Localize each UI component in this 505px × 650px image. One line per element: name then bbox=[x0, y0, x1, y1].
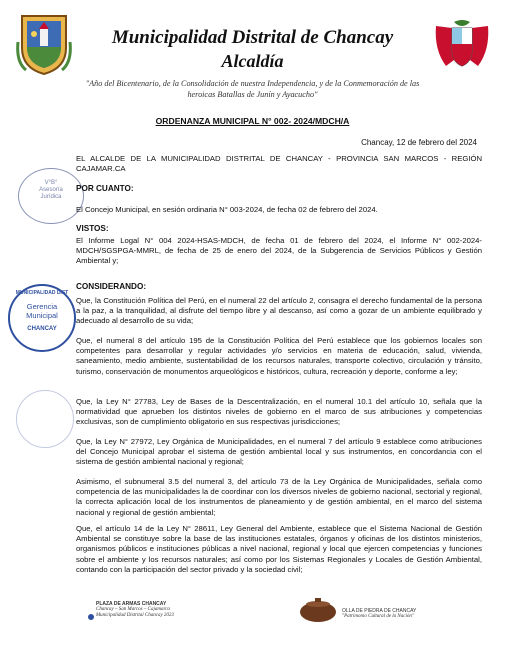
footer-left bbox=[96, 601, 236, 619]
footer-left-line-2: Municipalidad Distrital Chancay 2023 bbox=[96, 613, 174, 618]
municipality-title: Municipalidad Distrital de Chancay bbox=[111, 27, 394, 48]
considerando-5: Asimismo, el subnumeral 3.5 del numeral 3, del artículo 73 de la Ley Orgánica de Municipalidades, señala como competencia de las municipalidades la de coordinar con los diversos niveles de gobierno nacional, sectorial y regional, la correcta aplicación local de los instrumentos de planeamiento y de gestión ambiental, en el marco del sistema nacional y regional de gestión ambiental; bbox=[76, 477, 482, 517]
motto-line-1: "Año del Bicentenario, de la Consolidación de nuestra Independencia, y de la Conmemoración de las bbox=[85, 79, 420, 88]
footer-left-title: PLAZA DE ARMAS CHANCAY bbox=[96, 601, 167, 607]
footer-right-title: OLLA DE PIEDRA DE CHANCAY bbox=[342, 608, 417, 614]
footer-right-line-1: "Patrimonio Cultural de la Nación" bbox=[342, 614, 414, 619]
vistos-text: El Informe Logal N° 004 2024-HSAS-MDCH, de fecha 01 de febrero del 2024, el Informe N° 002-2024-MDCH/SGSPGA-MMRL, de fecha de 25 de enero del 2024, de la Subgerencia de Servicios Públicos y Gestión Ambiental y; bbox=[76, 236, 482, 266]
issuer-statement: EL ALCALDE DE LA MUNICIPALIDAD DISTRITAL DE CHANCAY - PROVINCIA SAN MARCOS - REGIÓN CAJAMAR.CA bbox=[76, 154, 482, 174]
location-pin-icon bbox=[88, 614, 94, 620]
considerando-3: Que, la Ley N° 27783, Ley de Bases de la Descentralización, en el numeral 10.1 del artículo 10, señala que la normatividad que aprueben los distintos niveles de gobierno en el marco de sus atribuciones y competencias exclusivas, son de cumplimiento obligatorio en sus respectivas jurisdicciones; bbox=[76, 397, 482, 427]
considerando-1: Que, la Constitución Política del Perú, en el numeral 22 del artículo 2, consagra el derecho fundamental de la persona a la paz, a la tranquilidad, al disfrute del tiempo libre y al descanso, así como a gozar de un ambiente equilibrado y adecuado al desarrollo de su vida; bbox=[76, 296, 482, 326]
seal2-bottom-text: CHANCAY bbox=[27, 326, 57, 332]
ordinance-title: ORDENANZA MUNICIPAL N° 002- 2024/MDCH/A bbox=[155, 116, 350, 126]
seal2-line-2: Municipal bbox=[26, 311, 58, 320]
considerando-4: Que, la Ley N° 27972, Ley Orgánica de Municipalidades, en el numeral 7 del artículo 9 establece como atribuciones del Concejo Municipal aprobar el sistema de gestión ambiental local y sus instrumentos, en concordancia con el sistema de gestión ambiental nacional y regional; bbox=[76, 437, 482, 467]
legal-advisory-seal bbox=[18, 168, 84, 224]
por-cuanto-text: El Concejo Municipal, en sesión ordinaria N° 003-2024, de fecha 02 de febrero del 2024. bbox=[76, 205, 378, 214]
year-motto bbox=[80, 78, 425, 100]
seal2-top-text: MUNICIPALIDAD DIST bbox=[15, 290, 69, 296]
vistos-heading: VISTOS: bbox=[76, 224, 109, 233]
municipal-management-seal bbox=[8, 284, 76, 352]
footer-right bbox=[342, 608, 472, 620]
seal1-line-3: Jurídica bbox=[40, 194, 62, 200]
seal1-line-1: V°B° bbox=[44, 180, 58, 186]
motto-line-2: heroicas Batallas de Junín y Ayacucho" bbox=[187, 90, 318, 99]
faint-seal-3 bbox=[16, 390, 74, 448]
por-cuanto-heading: POR CUANTO: bbox=[76, 184, 134, 193]
footer-left-line-1: Chancay – San Marcos – Cajamarca bbox=[96, 607, 170, 612]
office-title: Alcaldía bbox=[221, 51, 284, 71]
considerando-heading: CONSIDERANDO: bbox=[76, 282, 147, 291]
considerando-6: Que, el artículo 14 de la Ley N° 28611, Ley General del Ambiente, establece que el Sistema Nacional de Gestión Ambiental se constituye sobre la base de las instituciones estatales, órganos y oficinas de los distintos ministerios, organismos públicos e instituciones públicas a nivel nacional, regional y local que ejercen competencias y funciones sobre el ambiente y los recursos naturales; así como por los Sistemas Regionales y Locales de Gestión Ambiental, contando con la participación del sector privado y la sociedad civil; bbox=[76, 524, 482, 574]
considerando-2: Que, el numeral 8 del artículo 195 de la Constitución Política del Perú establece que los gobiernos locales son competentes para desarrollar y regular actividades y/o servicios en materia de educación, salud, vivienda, saneamiento, medio ambiente, sustentabilidad de los recursos naturales, transporte colectivo, circulación y tránsito, turismo, conservación de monumentos arqueológicos e históricos, cultura, recreación y deporte, conforme a ley; bbox=[76, 336, 482, 376]
stone-pot-icon bbox=[298, 596, 338, 624]
seal1-line-2: Asesoría bbox=[39, 187, 63, 193]
document-date: Chancay, 12 de febrero del 2024 bbox=[361, 138, 477, 147]
seal2-line-1: Gerencia bbox=[26, 302, 58, 311]
